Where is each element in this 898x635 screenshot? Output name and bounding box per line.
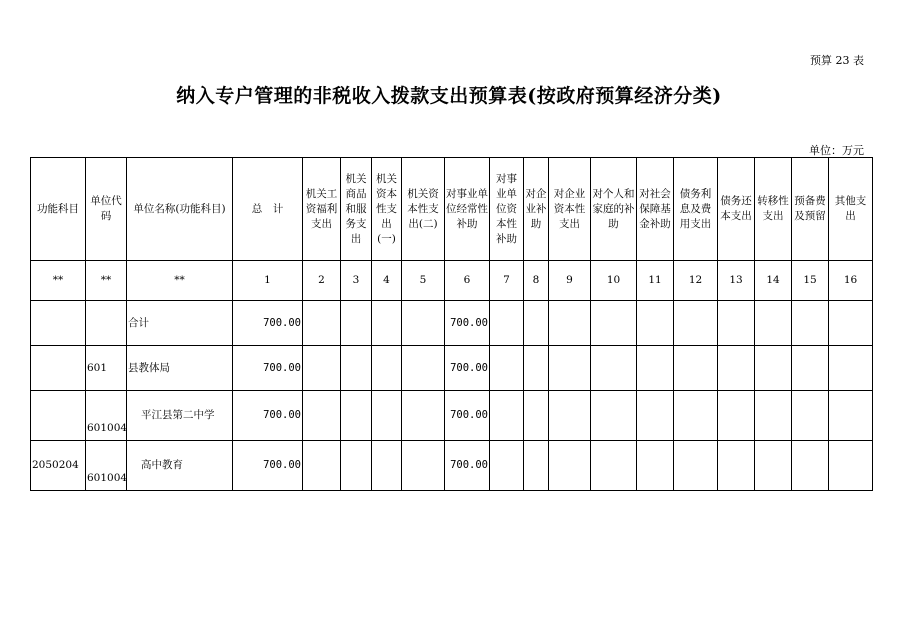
empty-cell bbox=[402, 391, 445, 441]
header-col-5: 对事业单位经常性补助 bbox=[445, 158, 490, 261]
empty-cell bbox=[303, 301, 341, 346]
empty-cell bbox=[755, 346, 792, 391]
index-cell: 7 bbox=[490, 261, 524, 301]
empty-cell bbox=[792, 346, 829, 391]
empty-cell bbox=[674, 346, 718, 391]
institution-subsidy-cell: 700.00 bbox=[445, 301, 490, 346]
empty-cell bbox=[718, 346, 755, 391]
table-number: 预算 23 表 bbox=[810, 54, 864, 67]
empty-cell bbox=[402, 301, 445, 346]
empty-cell bbox=[755, 301, 792, 346]
empty-cell bbox=[549, 391, 591, 441]
empty-cell bbox=[674, 301, 718, 346]
empty-cell bbox=[372, 441, 402, 491]
empty-cell bbox=[402, 346, 445, 391]
empty-cell bbox=[524, 301, 549, 346]
index-cell: 4 bbox=[372, 261, 402, 301]
index-cell: 14 bbox=[755, 261, 792, 301]
header-col-4: 机关资本性支出(二) bbox=[402, 158, 445, 261]
empty-cell bbox=[792, 441, 829, 491]
header-unit-code: 单位代码 bbox=[86, 158, 127, 261]
empty-cell bbox=[402, 441, 445, 491]
empty-cell bbox=[549, 301, 591, 346]
index-cell: 3 bbox=[341, 261, 372, 301]
empty-cell bbox=[718, 301, 755, 346]
index-cell: ** bbox=[31, 261, 86, 301]
index-cell: 12 bbox=[674, 261, 718, 301]
header-col-13: 转移性支出 bbox=[755, 158, 792, 261]
empty-cell bbox=[341, 441, 372, 491]
function-code-cell bbox=[31, 346, 86, 391]
index-cell: 2 bbox=[303, 261, 341, 301]
table-row bbox=[31, 441, 873, 491]
index-cell: 11 bbox=[637, 261, 674, 301]
empty-cell bbox=[524, 441, 549, 491]
index-cell: ** bbox=[127, 261, 233, 301]
budget-table bbox=[30, 157, 873, 491]
index-cell: 10 bbox=[591, 261, 637, 301]
empty-cell bbox=[490, 441, 524, 491]
index-cell: 5 bbox=[402, 261, 445, 301]
empty-cell bbox=[718, 441, 755, 491]
empty-cell bbox=[524, 391, 549, 441]
header-col-1: 机关工资福利支出 bbox=[303, 158, 341, 261]
header-col-8: 对企业资本性支出 bbox=[549, 158, 591, 261]
page-title: 纳入专户管理的非税收入拨款支出预算表(按政府预算经济分类) bbox=[176, 85, 722, 107]
header-col-11: 债务利息及费用支出 bbox=[674, 158, 718, 261]
total-cell: 700.00 bbox=[233, 391, 303, 441]
index-row bbox=[31, 261, 873, 301]
empty-cell bbox=[372, 346, 402, 391]
function-code-cell bbox=[31, 391, 86, 441]
empty-cell bbox=[718, 391, 755, 441]
institution-subsidy-cell: 700.00 bbox=[445, 441, 490, 491]
empty-cell bbox=[591, 346, 637, 391]
unit-name-cell: 合计 bbox=[127, 301, 233, 346]
unit-name-cell: 县教体局 bbox=[127, 346, 233, 391]
empty-cell bbox=[341, 391, 372, 441]
header-unit-name: 单位名称(功能科目) bbox=[127, 158, 233, 261]
empty-cell bbox=[372, 301, 402, 346]
empty-cell bbox=[591, 301, 637, 346]
unit-code-cell: 601004 bbox=[86, 441, 127, 491]
unit-code-cell bbox=[86, 301, 127, 346]
empty-cell bbox=[490, 346, 524, 391]
index-cell: 13 bbox=[718, 261, 755, 301]
empty-cell bbox=[549, 346, 591, 391]
index-cell: 6 bbox=[445, 261, 490, 301]
empty-cell bbox=[303, 441, 341, 491]
empty-cell bbox=[755, 441, 792, 491]
empty-cell bbox=[674, 391, 718, 441]
empty-cell bbox=[524, 346, 549, 391]
index-cell: 8 bbox=[524, 261, 549, 301]
unit-label: 单位：万元 bbox=[809, 144, 864, 157]
table-row bbox=[31, 391, 873, 441]
table-row bbox=[31, 346, 873, 391]
index-cell: ** bbox=[86, 261, 127, 301]
unit-name-cell: 高中教育 bbox=[127, 441, 233, 491]
empty-cell bbox=[637, 346, 674, 391]
header-col-12: 债务还本支出 bbox=[718, 158, 755, 261]
index-cell: 9 bbox=[549, 261, 591, 301]
header-col-3: 机关资本性支出(一) bbox=[372, 158, 402, 261]
empty-cell bbox=[549, 441, 591, 491]
header-col-6: 对事业单位资本性补助 bbox=[490, 158, 524, 261]
index-cell: 1 bbox=[233, 261, 303, 301]
total-cell: 700.00 bbox=[233, 346, 303, 391]
empty-cell bbox=[341, 346, 372, 391]
empty-cell bbox=[829, 391, 873, 441]
empty-cell bbox=[829, 301, 873, 346]
empty-cell bbox=[490, 301, 524, 346]
header-col-14: 预备费及预留 bbox=[792, 158, 829, 261]
index-cell: 15 bbox=[792, 261, 829, 301]
function-code-cell: 2050204 bbox=[31, 441, 86, 491]
unit-code-cell: 601004 bbox=[86, 391, 127, 441]
institution-subsidy-cell: 700.00 bbox=[445, 346, 490, 391]
empty-cell bbox=[829, 441, 873, 491]
header-col-2: 机关商品和服务支出 bbox=[341, 158, 372, 261]
empty-cell bbox=[792, 391, 829, 441]
empty-cell bbox=[591, 441, 637, 491]
empty-cell bbox=[829, 346, 873, 391]
header-total: 总 计 bbox=[233, 158, 303, 261]
table-row bbox=[31, 301, 873, 346]
empty-cell bbox=[303, 391, 341, 441]
header-row bbox=[31, 158, 873, 261]
empty-cell bbox=[637, 391, 674, 441]
header-col-9: 对个人和家庭的补助 bbox=[591, 158, 637, 261]
header-function-subject: 功能科目 bbox=[31, 158, 86, 261]
total-cell: 700.00 bbox=[233, 301, 303, 346]
unit-code-cell: 601 bbox=[86, 346, 127, 391]
empty-cell bbox=[372, 391, 402, 441]
total-cell: 700.00 bbox=[233, 441, 303, 491]
empty-cell bbox=[341, 301, 372, 346]
empty-cell bbox=[490, 391, 524, 441]
function-code-cell bbox=[31, 301, 86, 346]
header-col-7: 对企业补助 bbox=[524, 158, 549, 261]
empty-cell bbox=[637, 441, 674, 491]
institution-subsidy-cell: 700.00 bbox=[445, 391, 490, 441]
header-col-10: 对社会保障基金补助 bbox=[637, 158, 674, 261]
empty-cell bbox=[755, 391, 792, 441]
index-cell: 16 bbox=[829, 261, 873, 301]
empty-cell bbox=[591, 391, 637, 441]
empty-cell bbox=[637, 301, 674, 346]
empty-cell bbox=[792, 301, 829, 346]
header-col-15: 其他支出 bbox=[829, 158, 873, 261]
empty-cell bbox=[674, 441, 718, 491]
unit-name-cell: 平江县第二中学 bbox=[127, 391, 233, 441]
empty-cell bbox=[303, 346, 341, 391]
